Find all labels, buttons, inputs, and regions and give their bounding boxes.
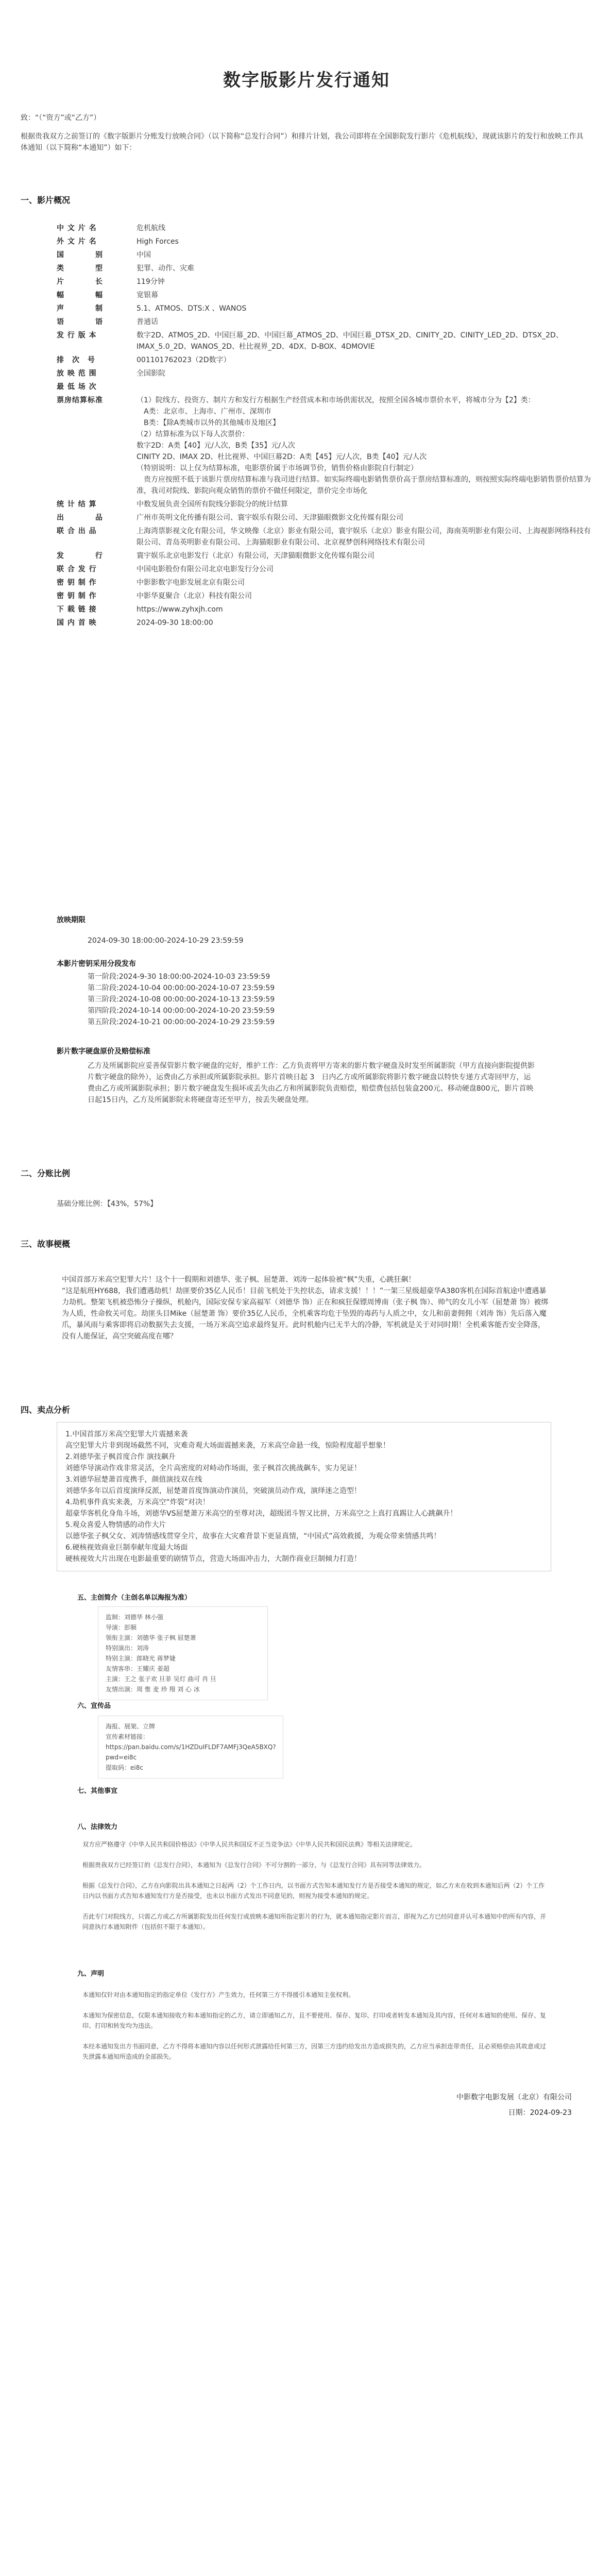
info-row: 联 合 出 品 上海湾票影视文化有限公司，华文映像（北京）影业有限公司，寰宇娱乐（北京）影业有限公司，海南英明影业有限公司、上海视影网络科技有限公司、青岛英明影业有限公司、上海猫眼影业有限公司、北京视梦创科网络技术有限公司 <box>57 527 591 547</box>
info-row: 发 行 版 本 数字2D、ATMOS_2D、中国巨幕_2D、中国巨幕_ATMOS_2D、中国巨幕_DTSX_2D、CINITY_2D、CINITY_LED_2D、DTSX_2D、IMAX_5.0_2D、WANOS_2D、杜比视界_2D、4DX、D-BOX、4DMOVIE <box>57 331 563 351</box>
section-5-title: 五、主创简介（主创名单以海报为准） <box>77 1594 192 1602</box>
split-ratio: 基础分账比例：【43%，57%】 <box>57 1200 158 1208</box>
signature-date: 日期：2024-09-23 <box>508 2109 572 2117</box>
section-9-title: 九、声明 <box>77 1970 105 1978</box>
info-row: 下 载 链 接 https://www.zyhxjh.com <box>57 605 223 614</box>
release-period-label: 放映期限 <box>57 916 86 924</box>
info-row: 最 低 场 次 <box>57 383 97 391</box>
info-row: 片 长 119分钟 <box>57 278 165 286</box>
info-row: 外 文 片 名 High Forces <box>57 238 179 246</box>
info-row: 统 计 结 算 中数发展负责全国所有院线分影院分的统计结算 <box>57 500 288 509</box>
hdd-compensation-label: 影片数字硬盘原价及赔偿标准 <box>57 1047 150 1056</box>
section-1-title: 一、影片概况 <box>21 195 71 205</box>
info-row: 排 次 号 001101762023（2D数字） <box>57 356 231 364</box>
info-row: 发 行 寰宇娱乐北京电影发行（北京）有限公司，天津猫眼微影文化传媒有限公司 <box>57 552 374 560</box>
story-synopsis: 中国首部万米高空犯罪大片！这个十一假期和刘德华、张子枫、屈楚萧、刘涛一起体验被“枫”失重，心跳狂飙！ “这是航班HY688，我们遭遇劫机！劫匪要价35亿人民币！目前飞机处于失控状态，请求支援！！！”一架三星级超豪华A380客机在国际首航途中遭遇暴力劫机。整架飞机被恐怖分子操纵，机舱内，国际安保专家高福军（刘德华 饰）正在和疯狂保镖周博南（张子枫 饰）、帅气的女儿小军（屈楚萧 饰）被绑为人质，性命攸关可危。劫匪头目Mike（屈楚萧 饰）要价35亿人民币，全机乘客均危于坠毁的毒药与人质之中，女儿和前妻佣佣（刘涛 饰）先后落入魔爪，暴风雨与乘客即将启动数据失去支援，一场万米高空追求最终复开。此时机舱内已无半大的冷静，军机就是关于对同时期！全机乘客能否安全降落，没有人能保证，高空突破高度在哪？ <box>62 1276 549 1341</box>
info-row: 放 映 范 围 全国影院 <box>57 369 165 378</box>
info-row: 幅 幅 宽银幕 <box>57 291 158 299</box>
section-8-title: 八、法律效力 <box>77 1823 118 1831</box>
info-row: 国 别 中国 <box>57 251 151 259</box>
info-row: 密 钥 制 作 中影影数字电影发展北京有限公司 <box>57 579 245 587</box>
section-4-title: 四、卖点分析 <box>21 1405 71 1415</box>
section-6-title: 六、宣传品 <box>77 1702 111 1710</box>
selling-points: 1.中国首部万米高空犯罪大片震撼来袭 高空犯罪大片非到现场截然不同，灾难奇观大场面震撼来袭，万米高空命悬一线，惊险程度超乎想象！ 2.刘德华张子枫首度合作 演技飙升 刘德华导演动作戏非常灵活，全片高密度的对峙动作场面，张子枫首次挑战飙车，实力见证！ 3.刘德华屈楚萧首度携手，颜值演技双在线 刘德华多年以后首度演绎反派，屈楚萧首度饰演动作演员，突破演员动作戏，演绎迷之造型！ 4.劫机事件真实来袭，万米高空“炸裂”对决！ 超豪华客机化身角斗场，刘德华VS屈楚萧万米高空的至尊对决，超级团斗智又比拼，万米高空之上真打真踢让人心跳飙升！ 5.观众喜爱人物情感的动作大片 以德华张子枫父女、刘涛情感线贯穿全片，故事在大灾难背景下更显真情，“中国式”高效救援，为观众带来情感共鸣！ 6.硬核视效商业巨制奉献年度最大场面 硬核视效大片出现在电影最重要的剧情节点，营造大场面冲击力，大制作商业巨制倾力打造！ <box>57 1422 551 1571</box>
declaration-text: 本通知仅针对由本通知指定的指定单位《发行方》产生效力，任何第三方不得援引本通知主张权利。 本通知为保密信息，仅限本通知接收方和本通知指定的乙方，请立即通知乙方，且不要使用、保存、复印、打印或者转发本通知及其内容，任何对本通知的使用、保存、复印、打印和转发均为违法。 本经本通知发出方书面同意，乙方不得将本通知内容以任何形式泄露给任何第三方，因第三方违约给发出方造成损失的，乙方应当承担连带责任，且必须赔偿由其故意或过失泄露本通知所造成的全部损失。 <box>82 1991 547 2060</box>
hdd-compensation-value: 乙方及所属影院应妥善保管影片数字硬盘的完好，维护工作：乙方负责将甲方寄来的影片数字硬盘及时发至所属影院（甲方直接向影院提供影片数字硬盘的除外），运费由乙方承担或所属影院承担。影片首映日起 3 日内乙方或所属影院将影片数字硬盘以特快专递方式寄回甲方，运费由乙方或所属影院承担；影片数字硬盘发生损坏或丢失由乙方和所属影院负责赔偿，赔偿费包括包装盒200元、移动硬盘800元，影片首映日起15日内，乙方及所属影院未将硬盘寄还至甲方，按丢失硬盘处理。 <box>88 1062 535 1104</box>
legal-effect-text: 双方应严格遵守《中华人民共和国价格法》《中华人民共和国反不正当竞争法》《中华人民共和国民法典》等相关法律规定。 根据贵我双方已经签订的《总发行合同》，本通知为《总发行合同》不可分割的一部分，与《总发行合同》具有同等法律效力。 根据《总发行合同》，乙方在向影院出具本通知之日起两（2）个工作日内，以书面方式告知本通知发行方是否接受本通知的规定，如乙方未在收到本通知后两（2）个工作日内以书面方式告知本通知发行方是否接受，也未以书面方式发出不同意见的，则视为接受本通知的规定。 否此专门对院线方，只需乙方或乙方所属影院发出任何发行或放映本通知所指定影片的行为，就本通知指定影片而言，即视为乙方已经同意并认可本通知中的所有内容，并同意执行本通知附件（包括但不限于本通知）。 <box>82 1841 547 1930</box>
key-phases-label: 本影片密钥采用分段发布 <box>57 960 136 968</box>
key-phases-value: 第一阶段:2024-9-30 18:00:00-2024-10-03 23:59:59 第二阶段:2024-10-04 00:00:00-2024-10-07 23:59:59 第三阶段:2024-10-08 00:00:00-2024-10-13 23:59:59 第四阶段:2024-10-14 00:00:00-2024-10-20 23:59:59 第五阶段:2024-10-21 00:00:00-2024-10-29 23:59:59 <box>88 973 275 1026</box>
info-row: 票房结算标准 （1）院线方、投资方、制片方和发行方根据生产经营成本和市场供需状况，按照全国各城市票价水平，将城市分为【2】类： A类：北京市、上海市、广州市、深圳市 B类：【除A类城市以外的其他城市及地区】 （2）结算标准为以下每人次票价： 数字2D：A类【40】元/人次，B类【35】元/人次 CINITY 2D、IMAX 2D、杜比视界、中国巨幕2D：A类【45】元/人次，B类【40】元/人次 （特别说明：以上仅为结算标准，电影票价属于市场调节价，销售价格由影院自行制定） 贵方应按照不低于该影片票房结算标准与我司进行结算。如实际终端电影销售票价高于票房结算标准的，则按照实际终端电影销售票价结算为准，我司对院线、影院向观众销售的票价不做任何限定，票价完全市场化 <box>57 396 591 495</box>
info-row: 中 文 片 名 危机航线 <box>57 224 165 232</box>
info-row: 联 合 发 行 中国电影股份有限公司北京电影发行分公司 <box>57 565 274 573</box>
crew-list: 监制：刘德华 林小强 导演：彭顺 领衔主演：刘德华 张子枫 屈楚萧 特别演出：刘涛 特别主演：郎晓光 蒋梦婕 友情客串：王耀庆 姜超 主演：王之 张子欢 旦菲 吴灯 曲可 肖 旦 友情出演：周 惟 麦 珍 翔 刘 心 冰 <box>98 1606 268 1700</box>
info-row: 国 内 首 映 2024-09-30 18:00:00 <box>57 619 213 627</box>
info-row: 密 钥 制 作 中影华夏聚合（北京）科技有限公司 <box>57 592 252 600</box>
section-7-title: 七、其他事宜 <box>77 1787 118 1795</box>
signature-company: 中影数字电影发展（北京）有限公司 <box>456 2093 572 2102</box>
info-row: 出 品 广州市英明文化传播有限公司、寰宇娱乐有限公司、天津猫眼微影文化传媒有限公司 <box>57 514 403 522</box>
promo-materials: 海报、展架、立牌 宣传素材链接： https://pan.baidu.com/s/1HZDuIFLDF7AMFj3QeA5BXQ?pwd=ei8c 提取码：ei8c <box>98 1716 283 1778</box>
info-row: 语 语 普通话 <box>57 318 158 326</box>
to-line: 致：“（“资方”或“乙方”） <box>21 114 101 122</box>
film-info-table <box>57 223 595 631</box>
info-row: 声 制 5.1、ATMOS、DTS:X 、WANOS <box>57 304 247 313</box>
page-title: 数字版影片发行通知 <box>223 70 390 91</box>
section-3-title: 三、故事梗概 <box>21 1239 71 1249</box>
intro-paragraph: 根据贵我双方之前签订的《数字版影片分账发行放映合同》（以下简称“总发行合同”）和排片计划，我公司即将在全国影院发行影片《危机航线》，现就该影片的发行和放映工作具体通知（以下简称“本通知”）如下： <box>21 132 584 152</box>
release-period-value: 2024-09-30 18:00:00-2024-10-29 23:59:59 <box>88 937 244 945</box>
section-2-title: 二、分账比例 <box>21 1168 71 1178</box>
info-row: 类 型 犯罪、动作、灾难 <box>57 264 194 273</box>
